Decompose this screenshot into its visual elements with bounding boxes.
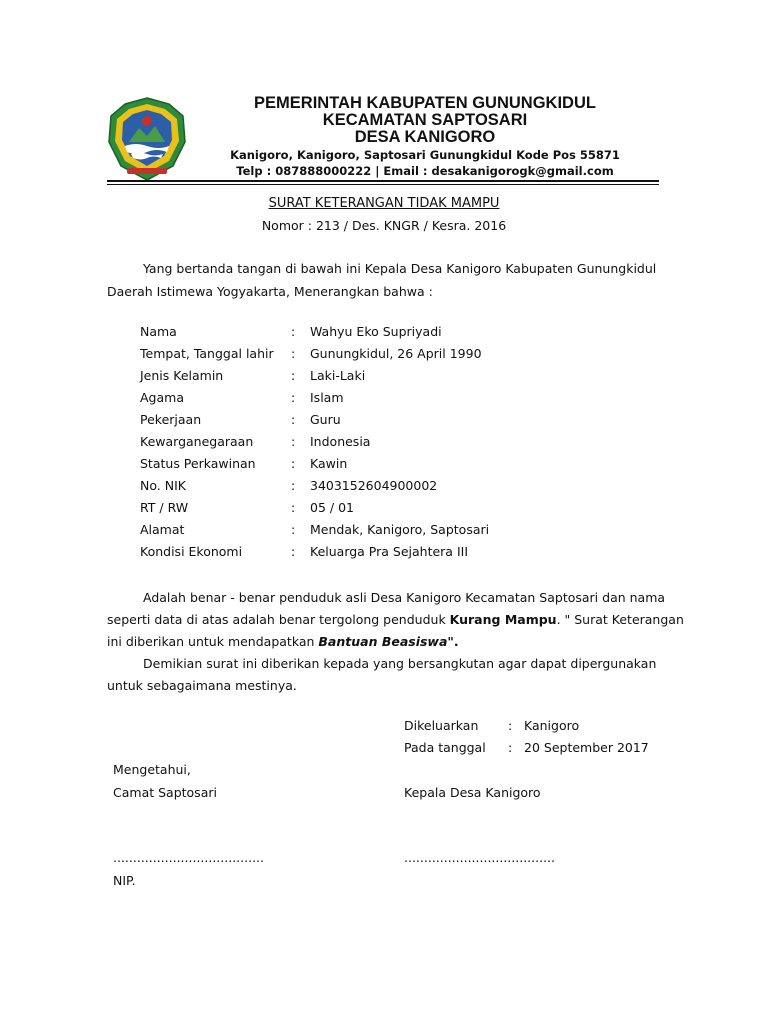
field-label: RT / RW (140, 500, 189, 515)
signature-left-title: Camat Saptosari (113, 785, 217, 800)
body-text: ". (447, 634, 459, 649)
field-label: No. NIK (140, 478, 186, 493)
field-label: Nama (140, 324, 177, 339)
field-label: Pekerjaan (140, 412, 202, 427)
header-village-line: DESA KANIGORO (354, 128, 496, 146)
header-government-line: PEMERINTAH KABUPATEN GUNUNGKIDUL (254, 94, 596, 112)
issued-place-colon: : (508, 718, 513, 733)
signature-right-title: Kepala Desa Kanigoro (404, 785, 541, 800)
field-colon: : (291, 390, 296, 405)
body-p1-line-3 (107, 631, 459, 653)
field-colon: : (291, 500, 296, 515)
body-p2-line-1: Demikian surat ini diberikan kepada yang bersangkutan agar dapat dipergunakan (143, 656, 657, 671)
field-value: Wahyu Eko Supriyadi (310, 324, 442, 339)
issued-place-label: Dikeluarkan (404, 718, 479, 733)
field-colon: : (291, 544, 296, 559)
field-value: Indonesia (310, 434, 371, 449)
emphasis-bantuan-beasiswa: Bantuan Beasiswa (318, 634, 448, 649)
letter-title: SURAT KETERANGAN TIDAK MAMPU (268, 196, 500, 211)
header-divider-thin (107, 184, 659, 185)
field-label: Kondisi Ekonomi (140, 544, 243, 559)
field-value: Guru (310, 412, 341, 427)
field-colon: : (291, 412, 296, 427)
issued-place-value: Kanigoro (524, 718, 580, 733)
body-p1-line-1: Adalah benar - benar penduduk asli Desa Kanigoro Kecamatan Saptosari dan nama (143, 590, 666, 605)
header-address: Kanigoro, Kanigoro, Saptosari Gunungkidul Kode Pos 55871 (230, 148, 620, 162)
issued-date-label: Pada tanggal (404, 740, 486, 755)
intro-line-1: Yang bertanda tangan di bawah ini Kepala Desa Kanigoro Kabupaten Gunungkidul (143, 261, 657, 276)
field-value: Islam (310, 390, 344, 405)
field-colon: : (291, 434, 296, 449)
field-label: Kewarganegaraan (140, 434, 254, 449)
field-label: Status Perkawinan (140, 456, 256, 471)
header-contact: Telp : 087888000222 | Email : desakanigorogk@gmail.com (236, 164, 614, 178)
body-p2-line-2: untuk sebagaimana mestinya. (107, 678, 297, 693)
field-value: 05 / 01 (310, 500, 354, 515)
field-label: Agama (140, 390, 184, 405)
letter-number: Nomor : 213 / Des. KNGR / Kesra. 2016 (261, 218, 507, 233)
field-colon: : (291, 456, 296, 471)
body-text: . " Surat Keterangan (556, 612, 684, 627)
body-text: seperti data di atas adalah benar tergolong penduduk (107, 612, 450, 627)
field-label: Alamat (140, 522, 185, 537)
field-colon: : (291, 522, 296, 537)
header-divider-thick (107, 180, 659, 182)
field-label: Tempat, Tanggal lahir (140, 346, 274, 361)
issued-date-value: 20 September 2017 (524, 740, 649, 755)
signature-left-nip: NIP. (113, 873, 136, 888)
body-p1-line-2 (107, 609, 684, 631)
field-value: Laki-Laki (310, 368, 366, 383)
field-colon: : (291, 478, 296, 493)
emphasis-kurang-mampu: Kurang Mampu (449, 612, 557, 627)
issued-date-colon: : (508, 740, 513, 755)
signature-right-blank: ...................................... (404, 850, 555, 865)
intro-line-2: Daerah Istimewa Yogyakarta, Menerangkan bahwa : (107, 284, 433, 299)
field-value: Mendak, Kanigoro, Saptosari (310, 522, 490, 537)
body-text: ini diberikan untuk mendapatkan (107, 634, 319, 649)
field-value: Kawin (310, 456, 348, 471)
field-value: Keluarga Pra Sejahtera III (310, 544, 469, 559)
regency-emblem-logo (107, 96, 187, 182)
field-label: Jenis Kelamin (140, 368, 224, 383)
signature-left-heading: Mengetahui, (113, 762, 191, 777)
field-colon: : (291, 368, 296, 383)
field-value: 3403152604900002 (310, 478, 438, 493)
signature-left-blank: ...................................... (113, 850, 264, 865)
field-colon: : (291, 324, 296, 339)
header-district-line: KECAMATAN SAPTOSARI (322, 111, 528, 129)
field-value: Gunungkidul, 26 April 1990 (310, 346, 482, 361)
field-colon: : (291, 346, 296, 361)
